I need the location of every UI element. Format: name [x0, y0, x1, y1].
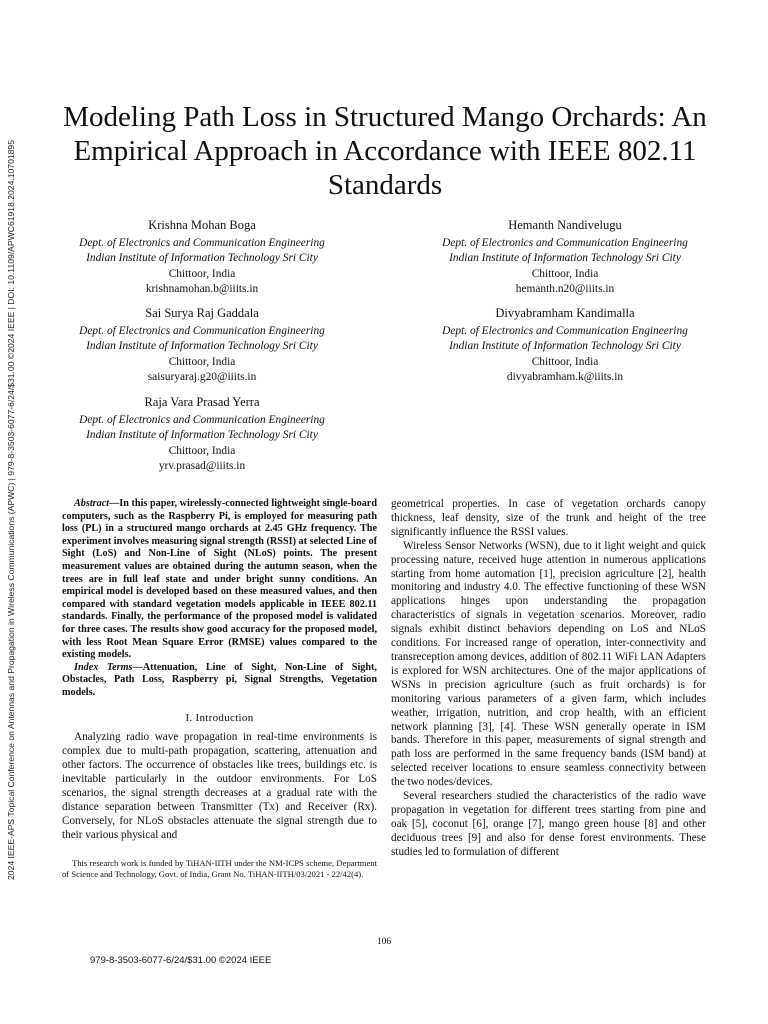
author-name: Sai Surya Raj Gaddala: [145, 306, 259, 320]
page-number: 106: [376, 937, 392, 947]
author-institute: Indian Institute of Information Technology Sri City: [86, 340, 318, 353]
author-institute: Indian Institute of Information Technology Sri City: [449, 252, 681, 265]
isbn-footer: 979-8-3503-6077-6/24/$31.00 ©2024 IEEE: [90, 955, 272, 966]
index-terms: [62, 662, 377, 700]
author-email: divyabramham.k@iiits.in: [506, 370, 624, 383]
author-email: yrv.prasad@iiits.in: [158, 459, 246, 472]
author-dept: Dept. of Electronics and Communication Engineering: [79, 414, 325, 427]
author-name: Raja Vara Prasad Yerra: [144, 395, 260, 409]
author-city: Chittoor, India: [531, 355, 599, 368]
index-terms-text: —Attenuation, Line of Sight, Non-Line of Sight, Obstacles, Path Loss, Raspberry pi, Signal Strengths, Vegetation models.: [62, 661, 377, 698]
abstract-label: Abstract: [74, 498, 110, 509]
author-email: saisuryaraj.g20@iiits.in: [147, 370, 257, 383]
abstract-text: —In this paper, wirelessly-connected lightweight single-board computers, such as the Raspberry Pi, is employed for measuring path loss (PL) in a structured mango orchards at 2.45 GHz frequency. The experiment involves measuring signal strength (RSSI) at selected Line of Sight (LoS) and Non-Line of Sight (NLoS) points. The present measurement values are obtained during the autumn season, when the trees are in full leaf state and under bright sunny conditions. An empirical model is developed based on these measured values, and then compared with standard vegetation models applicable in IEEE 802.11 standards. Finally, the performance of the proposed model is validated for three cases. The results show good accuracy for the proposed model, with less Root Mean Square Error (RMSE) values compared to the existing models.: [62, 498, 377, 661]
author-institute: Indian Institute of Information Technology Sri City: [449, 340, 681, 353]
author-institute: Indian Institute of Information Technology Sri City: [86, 429, 318, 442]
index-terms-label: Index Terms: [74, 661, 133, 673]
author-dept: Dept. of Electronics and Communication Engineering: [79, 237, 325, 250]
paper-title: Modeling Path Loss in Structured Mango Orchards: An Empirical Approach in Accordance with IEEE 802.11 Standards: [63, 101, 707, 201]
left-column: [62, 498, 377, 843]
author-block: [32, 218, 372, 297]
author-city: Chittoor, India: [168, 444, 236, 457]
author-block: [32, 395, 372, 474]
author-city: Chittoor, India: [168, 267, 236, 280]
body-paragraph: Wireless Sensor Networks (WSN), due to it light weight and quick processing nature, received huge attention in numerous applications starting from home automation [1], precision agriculture [2], health monitoring and industry 4.0. The effective functioning of these WSN applications hinges upon understanding the propagation characteristics of signals in vegetation scenarios. Moreover, radio signals exhibit distinct behaviors depending on LoS and NLoS conditions. For increased range of operation, inter-connectivity and transreception among devices, addition of 802.11 WiFi LAN Adapters is explored for WSN architectures. One of the major applications of WSNs in precision agriculture (such as fruit orchards) is for monitoring various parameters of a given farm, which includes weather, irrigation, nutrition, and crop health, with an efficient network planning [3], [4]. These WSN generally operate in ISM bands. Therefore in this paper, measurements of signal strength and path loss are performed in the same frequency bands (ISM band) at selected receiver locations to ensure seamless connectivity between the two nodes/devices.: [391, 539, 706, 789]
body-paragraph: Several researchers studied the characteristics of the radio wave propagation in vegetation for different trees starting from pine and oak [5], coconut [6], orange [7], mango green house [8] and other deciduous trees [9] and also for dense forest environments. These studies led to formulation of different: [391, 790, 706, 858]
author-name: Hemanth Nandivelugu: [508, 218, 622, 232]
author-institute: Indian Institute of Information Technology Sri City: [86, 252, 318, 265]
author-email: hemanth.n20@iiits.in: [515, 282, 615, 295]
author-city: Chittoor, India: [531, 267, 599, 280]
doi-sidebar: [4, 120, 18, 900]
author-dept: Dept. of Electronics and Communication Engineering: [442, 237, 688, 250]
body-paragraph: geometrical properties. In case of vegetation orchards canopy thickness, leaf density, size of the trunk and height of the tree significantly influence the RSSI values.: [391, 498, 706, 538]
author-block: [395, 218, 735, 297]
footnote: This research work is funded by TiHAN-IITH under the NM-ICPS scheme, Department of Science and Technology, Govt. of India, Grant No. TiHAN-IITH/03/2021 - 22/42(4).: [62, 858, 377, 879]
author-dept: Dept. of Electronics and Communication Engineering: [442, 325, 688, 338]
author-block: [32, 306, 372, 385]
author-city: Chittoor, India: [168, 355, 236, 368]
author-name: Krishna Mohan Boga: [148, 218, 256, 232]
doi-sidebar-text: 2024 IEEE-APS Topical Conference on Antennas and Propagation in Wireless Communications (APWC) | 979-8-3503-6077-6/24/$31.00 ©2024 IEEE | DOI: 10.1109/APWC61918.2024.10701895: [6, 140, 16, 880]
author-name: Divyabramham Kandimalla: [495, 306, 635, 320]
author-block: [395, 306, 735, 385]
author-email: krishnamohan.b@iiits.in: [145, 282, 259, 295]
author-dept: Dept. of Electronics and Communication Engineering: [79, 325, 325, 338]
abstract: [62, 498, 377, 662]
section-heading: I. Introduction: [185, 711, 254, 724]
right-column: [391, 498, 706, 860]
intro-paragraph: Analyzing radio wave propagation in real-time environments is complex due to multi-path propagation, scattering, attenuation and other factors. The occurrence of obstacles like trees, buildings etc. is inevitable particularly in the outdoor environments. For LoS scenarios, the signal strength decreases at a gradual rate with the distance separation between Transmitter (Tx) and Receiver (Rx). Conversely, for NLoS obstacles attenuate the signal strength due to their various physical and: [62, 731, 377, 841]
